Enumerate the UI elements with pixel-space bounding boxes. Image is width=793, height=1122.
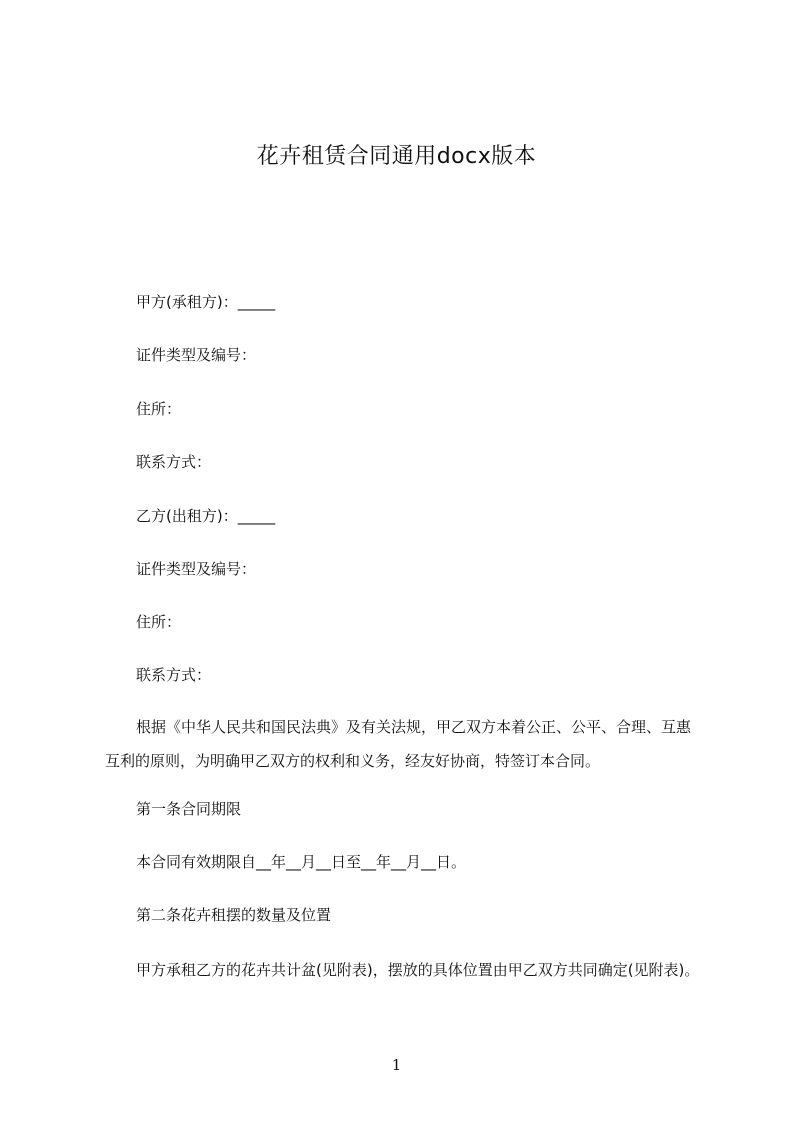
article-1-heading: 第一条合同期限 (136, 800, 242, 818)
article-2-text: 甲方承租乙方的花卉共计盆(见附表)，摆放的具体位置由甲乙双方共同确定(见附表)。 (136, 961, 700, 979)
party-a-address-line: 住所： (136, 400, 182, 418)
party-b-address-line: 住所： (136, 613, 182, 631)
party-a-contact-line: 联系方式： (136, 453, 212, 471)
article-2-heading: 第二条花卉租摆的数量及位置 (136, 906, 332, 924)
party-a-id-line: 证件类型及编号： (136, 346, 257, 364)
page-number: 1 (391, 1056, 402, 1074)
party-b-contact-line: 联系方式： (136, 666, 212, 684)
article-1-text: 本合同有效期限自__年__月__日至__年__月__日。 (136, 853, 467, 871)
document-title: 花卉租赁合同通用docx版本 (256, 144, 537, 169)
preamble-paragraph: 根据《中华人民共和国民法典》及有关法规，甲乙双方本着公正、公平、合理、互惠互利的原则，为明确甲乙双方的权利和义务，经友好协商，特签订本合同。 (105, 718, 692, 770)
party-b-name-line: 乙方(出租方)：_____ (136, 507, 276, 525)
party-b-id-line: 证件类型及编号： (136, 560, 257, 578)
party-a-name-line: 甲方(承租方)：_____ (136, 293, 276, 311)
